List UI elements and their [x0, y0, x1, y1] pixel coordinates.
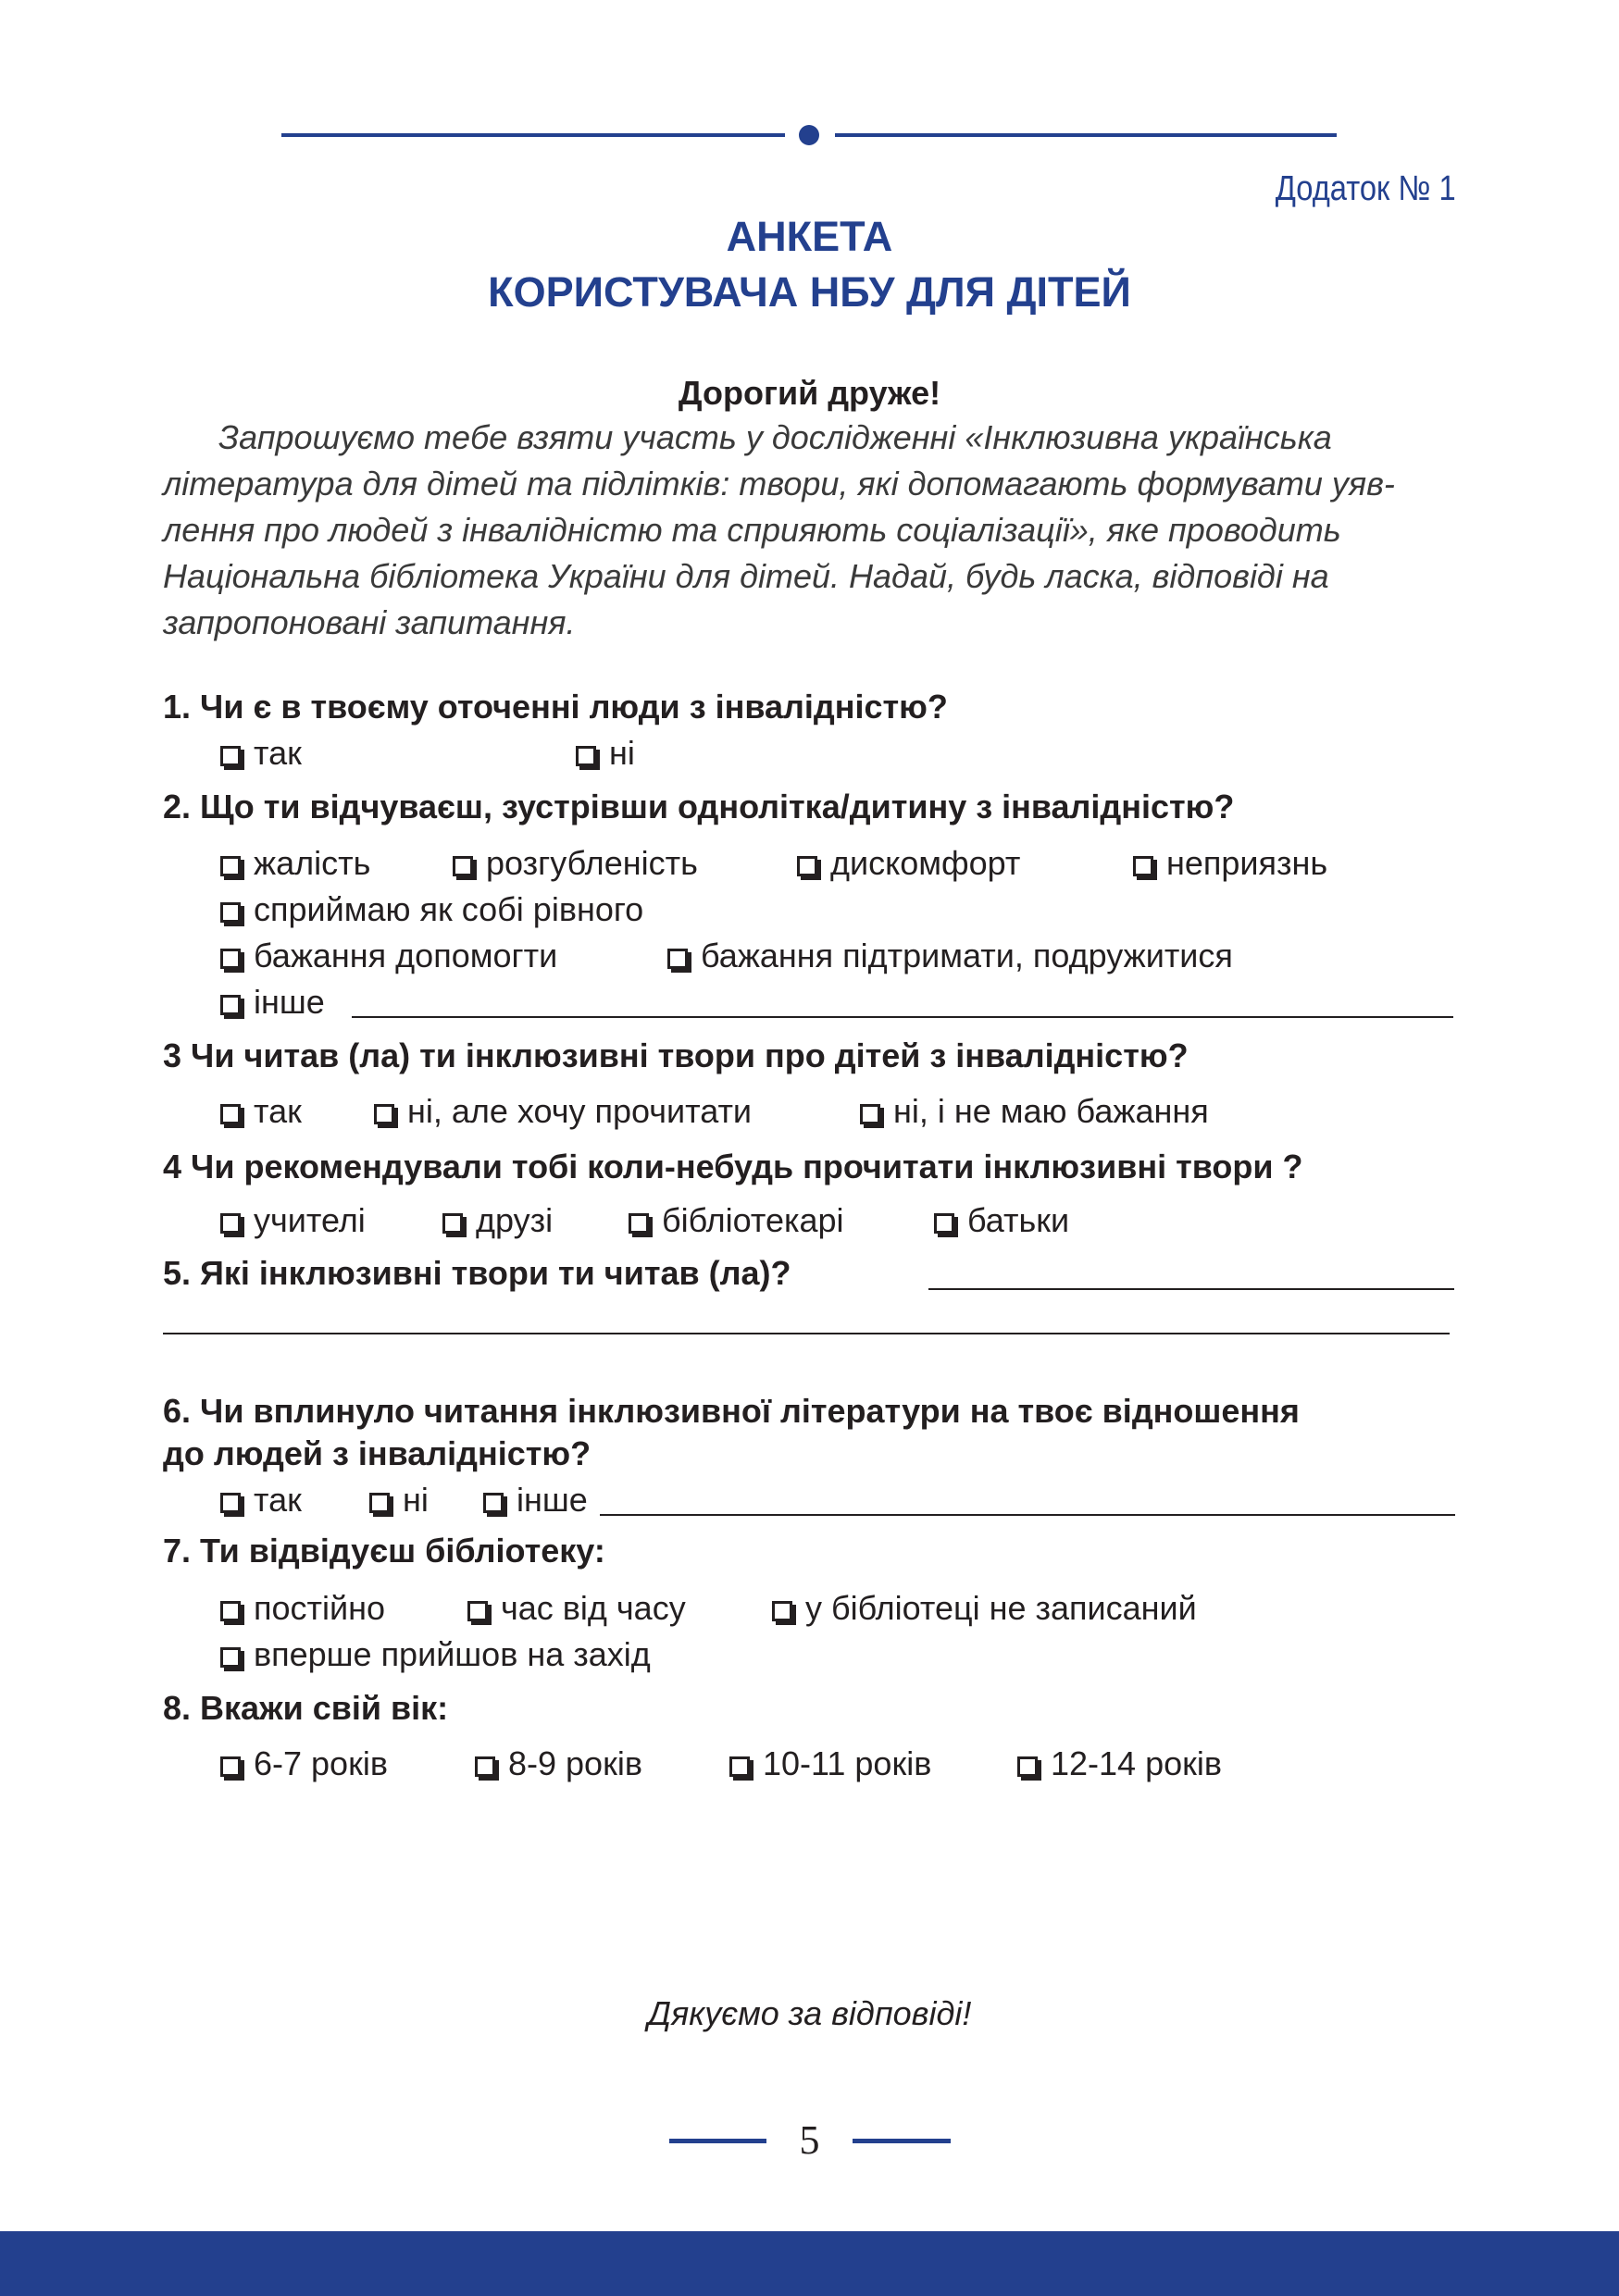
q7-option-always[interactable]: постійно [220, 1589, 385, 1628]
q2-option-dislike[interactable]: неприязнь [1133, 844, 1327, 883]
q8-option-10-11[interactable]: 10-11 років [729, 1744, 931, 1783]
checkbox-icon[interactable] [797, 856, 817, 876]
question-3: 3 Чи читав (ла) ти інклюзивні твори про дітей з інвалідністю? [163, 1036, 1189, 1074]
q8-option-8-9[interactable]: 8-9 років [475, 1744, 642, 1783]
q6-option-other[interactable]: інше [483, 1481, 588, 1520]
q4-option-teachers[interactable]: учителі [220, 1201, 366, 1240]
q2-other-answer-line[interactable] [352, 1016, 1453, 1018]
q1-option-no[interactable]: ні [576, 734, 635, 773]
q3-option-no-desire[interactable]: ні, і не маю бажання [860, 1092, 1209, 1131]
q1-option-yes[interactable]: так [220, 734, 302, 773]
intro-line: Запрошуємо тебе взяти участь у дослідженні «Інклюзивна українська [218, 418, 1332, 456]
checkbox-icon[interactable] [374, 1104, 394, 1124]
checkbox-icon[interactable] [220, 746, 241, 766]
intro-line: література для дітей та підлітків: твори, які допомагають формувати уяв- [163, 465, 1395, 503]
checkbox-icon[interactable] [220, 995, 241, 1015]
q5-answer-line-1[interactable] [928, 1288, 1454, 1290]
footer-bar [0, 2231, 1619, 2296]
checkbox-icon[interactable] [475, 1756, 495, 1777]
header-ornament-right-line [835, 133, 1337, 137]
appendix-label: Додаток № 1 [1276, 169, 1456, 208]
question-1: 1. Чи є в твоєму оточенні люди з інвалідністю? [163, 688, 948, 726]
checkbox-icon[interactable] [667, 949, 688, 969]
q7-option-first-time[interactable]: вперше прийшов на захід [220, 1635, 651, 1674]
q4-option-parents[interactable]: батьки [934, 1201, 1069, 1240]
checkbox-icon[interactable] [1017, 1756, 1038, 1777]
checkbox-icon[interactable] [1133, 856, 1153, 876]
checkbox-icon[interactable] [442, 1213, 463, 1234]
question-7: 7. Ти відвідуєш бібліотеку: [163, 1532, 605, 1570]
checkbox-icon[interactable] [629, 1213, 649, 1234]
question-8: 8. Вкажи свій вік: [163, 1689, 449, 1727]
q4-option-friends[interactable]: друзі [442, 1201, 553, 1240]
title-line-1: АНКЕТА [726, 213, 893, 260]
q3-option-yes[interactable]: так [220, 1092, 302, 1131]
q2-option-other[interactable]: інше [220, 983, 325, 1022]
q6-option-yes[interactable]: так [220, 1481, 302, 1520]
q2-option-discomfort[interactable]: дискомфорт [797, 844, 1020, 883]
q6-option-no[interactable]: ні [369, 1481, 429, 1520]
checkbox-icon[interactable] [772, 1601, 792, 1621]
question-6-line-1: 6. Чи вплинуло читання інклюзивної літератури на твоє відношення [163, 1392, 1300, 1430]
q4-option-librarians[interactable]: бібліотекарі [629, 1201, 844, 1240]
q7-option-not-registered[interactable]: у бібліотеці не записаний [772, 1589, 1197, 1628]
question-2: 2. Що ти відчуваєш, зустрівши однолітка/дитину з інвалідністю? [163, 788, 1235, 825]
page-number: 5 [799, 2117, 820, 2163]
q8-option-12-14[interactable]: 12-14 років [1017, 1744, 1222, 1783]
checkbox-icon[interactable] [369, 1493, 390, 1513]
checkbox-icon[interactable] [467, 1601, 488, 1621]
header-ornament-left-line [281, 133, 785, 137]
checkbox-icon[interactable] [220, 1756, 241, 1777]
question-6-line-2: до людей з інвалідністю? [163, 1434, 592, 1472]
intro-line: Національна бібліотека України для дітей. Надай, будь ласка, відповіді на [163, 557, 1329, 595]
checkbox-icon[interactable] [220, 1104, 241, 1124]
checkbox-icon[interactable] [220, 1213, 241, 1234]
question-5: 5. Які інклюзивні твори ти читав (ла)? [163, 1254, 791, 1292]
q6-other-answer-line[interactable] [600, 1514, 1455, 1516]
q5-answer-line-2[interactable] [163, 1333, 1450, 1334]
q3-option-want[interactable]: ні, але хочу прочитати [374, 1092, 752, 1131]
checkbox-icon[interactable] [934, 1213, 954, 1234]
header-ornament-dot [799, 125, 819, 145]
q7-option-sometimes[interactable]: час від часу [467, 1589, 686, 1628]
checkbox-icon[interactable] [220, 949, 241, 969]
checkbox-icon[interactable] [576, 746, 596, 766]
greeting: Дорогий друже! [678, 374, 941, 412]
q2-option-support[interactable]: бажання підтримати, подружитися [667, 937, 1233, 975]
q2-option-help[interactable]: бажання допомогти [220, 937, 557, 975]
intro-line: запропоновані запитання. [163, 603, 576, 641]
checkbox-icon[interactable] [860, 1104, 880, 1124]
q2-option-pity[interactable]: жалість [220, 844, 370, 883]
checkbox-icon[interactable] [220, 1493, 241, 1513]
q2-option-confusion[interactable]: розгубленість [453, 844, 698, 883]
question-4: 4 Чи рекомендували тобі коли-небудь прочитати інклюзивні твори ? [163, 1148, 1303, 1185]
checkbox-icon[interactable] [220, 1647, 241, 1668]
intro-line: лення про людей з інвалідністю та сприяють соціалізації», яке проводить [163, 511, 1341, 549]
q2-option-equal[interactable]: сприймаю як собі рівного [220, 890, 643, 929]
title-line-2: КОРИСТУВАЧА НБУ ДЛЯ ДІТЕЙ [488, 268, 1131, 316]
thanks-note: Дякуємо за відповіді! [647, 1994, 972, 2032]
checkbox-icon[interactable] [220, 856, 241, 876]
checkbox-icon[interactable] [220, 902, 241, 923]
checkbox-icon[interactable] [453, 856, 473, 876]
checkbox-icon[interactable] [729, 1756, 750, 1777]
checkbox-icon[interactable] [483, 1493, 504, 1513]
checkbox-icon[interactable] [220, 1601, 241, 1621]
q8-option-6-7[interactable]: 6-7 років [220, 1744, 388, 1783]
page-number-right-line [853, 2139, 951, 2143]
